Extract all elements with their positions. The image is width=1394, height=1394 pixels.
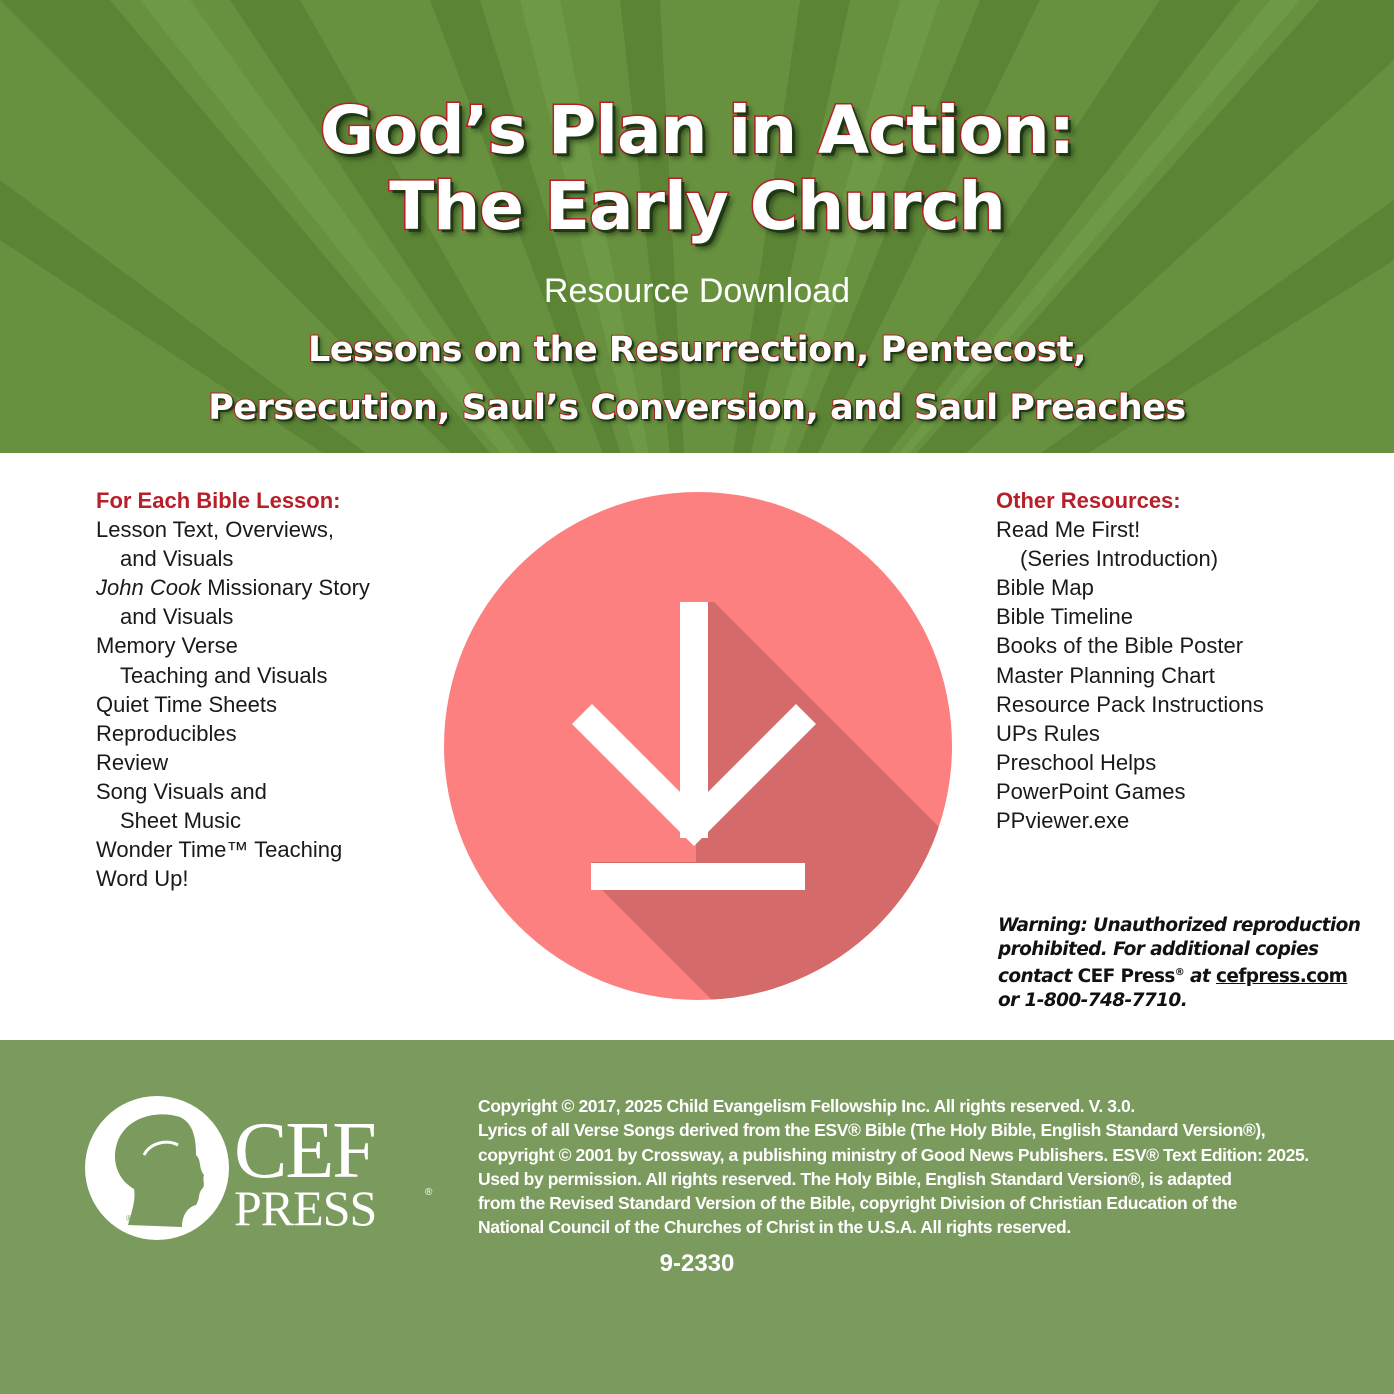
download-icon[interactable] — [444, 492, 952, 1000]
title-line-1: God’s Plan in Action: — [319, 92, 1075, 169]
list-item: Master Planning Chart — [996, 662, 1215, 688]
header-banner — [0, 0, 1394, 453]
copyright-line: Copyright © 2017, 2025 Child Evangelism Fellowship Inc. All rights reserved. V. 3.0. — [478, 1096, 1135, 1116]
logo-reg-mark: ® — [126, 1214, 132, 1223]
lessons-line-1: Lessons on the Resurrection, Pentecost, — [308, 330, 1086, 370]
list-item: Lesson Text, Overviews, — [96, 517, 335, 543]
list-item: Bible Timeline — [996, 604, 1133, 630]
list-item: Word Up! — [96, 866, 189, 892]
list-item: Preschool Helps — [996, 749, 1157, 775]
copyright-line: from the Revised Standard Version of the Bible, copyright Division of Christian Education of the — [478, 1193, 1237, 1214]
list-item: Read Me First! — [996, 517, 1141, 543]
list-item: Memory Verse — [96, 633, 238, 659]
list-item: Wonder Time™ Teaching — [96, 837, 343, 863]
title-line-2: The Early Church — [389, 168, 1005, 245]
logo-press-text: PRESS — [234, 1180, 377, 1236]
list-item: UPs Rules — [996, 720, 1100, 746]
lessons-line-2: Persecution, Saul’s Conversion, and Saul Preaches — [208, 388, 1186, 428]
cef-press-logo — [84, 1095, 444, 1245]
list-item: PPviewer.exe — [996, 808, 1130, 834]
copyright-line: National Council of the Churches of Christ in the U.S.A. All rights reserved. — [478, 1217, 1071, 1238]
warning-text: Warning: Unauthorized reproduction prohibited. For additional copies contact — [998, 915, 1361, 988]
list-item: Reproducibles — [96, 720, 237, 746]
product-code: 9-2330 — [659, 1250, 735, 1277]
logo-registered-mark: ® — [425, 1187, 433, 1198]
copyright-line: Used by permission. All rights reserved. The Holy Bible, English Standard Version®, is adapted — [478, 1168, 1232, 1189]
missionary-name: John Cook — [96, 575, 202, 601]
list-item: and Visuals — [120, 604, 234, 630]
bible-lesson-list — [96, 486, 426, 893]
list-item: PowerPoint Games — [996, 778, 1186, 804]
registered-mark: ® — [1174, 967, 1185, 978]
list-item: Review — [96, 749, 169, 775]
list-item: Resource Pack Instructions — [996, 691, 1264, 717]
copyright-line: copyright © 2001 by Crossway, a publishing ministry of Good News Publishers. ESV® Text Edition: 2025. — [478, 1144, 1309, 1165]
list-item: Books of the Bible Poster — [996, 633, 1244, 659]
warning-phone: or 1-800-748-7710. — [998, 989, 1188, 1011]
brand-name: CEF Press — [1077, 966, 1175, 988]
list-item: Bible Map — [996, 575, 1094, 601]
copyright-notice — [478, 1094, 1338, 1240]
bible-lesson-heading: For Each Bible Lesson: — [96, 488, 341, 513]
warning-text-at: at — [1184, 966, 1216, 988]
subtitle: Resource Download — [543, 272, 851, 310]
list-item: Quiet Time Sheets — [96, 691, 277, 717]
website-link[interactable]: cefpress.com — [1216, 966, 1348, 988]
list-item: Song Visuals and — [96, 778, 267, 804]
list-item-text: Missionary Story — [201, 575, 370, 601]
list-item — [96, 573, 426, 602]
logo-cef-text: CEF — [234, 1107, 375, 1195]
list-item: (Series Introduction) — [1020, 546, 1219, 572]
list-item: Sheet Music — [120, 808, 242, 834]
warning-notice — [998, 914, 1368, 1012]
list-item: and Visuals — [120, 546, 234, 572]
other-resources-list — [996, 486, 1336, 835]
copyright-line: Lyrics of all Verse Songs derived from the ESV® Bible (The Holy Bible, English Standard Version®), — [478, 1120, 1266, 1141]
list-item: Teaching and Visuals — [120, 662, 328, 688]
other-resources-heading: Other Resources: — [996, 488, 1181, 513]
